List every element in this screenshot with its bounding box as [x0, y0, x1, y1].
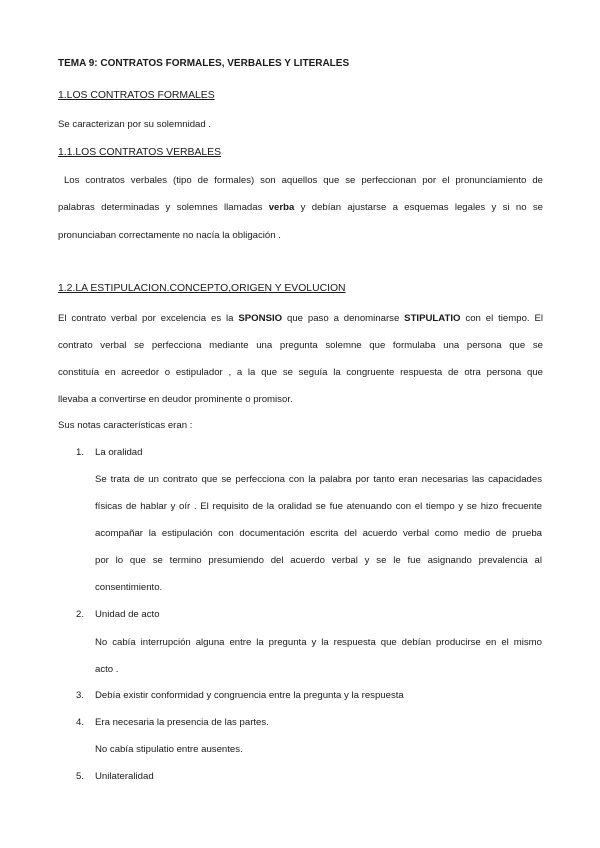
document-title: TEMA 9: CONTRATOS FORMALES, VERBALES Y LITERALES [58, 58, 350, 69]
list-item-text: Se trata de un contrato que se perfecciona con la palabra por tanto eran necesarias las capacidades [95, 474, 542, 485]
list-item-label: Unidad de acto [95, 609, 160, 620]
list-item-label: Unilateralidad [95, 771, 154, 782]
text: El contrato verbal por excelencia es la [58, 313, 239, 324]
paragraph-verbales-line-1 [58, 175, 543, 186]
list-item-number: 1. [76, 447, 85, 458]
list-item-text: físicas de hablar y oír . El requisito de la oralidad se fue atenuando con el tiempo y se hizo frecuente [95, 501, 542, 512]
paragraph-verbales-line-2 [58, 202, 543, 213]
list-item-number: 3. [76, 690, 85, 701]
paragraph-verbales-line-3: pronunciaban correctamente no nacía la obligación . [58, 230, 281, 241]
list-item-label: Era necesaria la presencia de las partes. [95, 717, 269, 728]
text: con el tiempo. El [460, 313, 543, 324]
section-heading-contratos-verbales: 1.1.LOS CONTRATOS VERBALES [58, 147, 222, 158]
section-heading-contratos-formales: 1.LOS CONTRATOS FORMALES [58, 90, 215, 101]
emphasis-sponsio: SPONSIO [238, 313, 283, 324]
paragraph-estipulacion-line-1 [58, 313, 543, 324]
paragraph-solemnidad: Se caracterizan por su solemnidad . [58, 119, 212, 130]
paragraph-estipulacion-line-4: llevaba a convertirse en deudor prominente o promisor. [58, 394, 293, 405]
paragraph-estipulacion-line-3: constituía en acreedor o estipulador , a la que se seguía la congruente respuesta de otra persona que [58, 367, 543, 378]
list-item-label: La oralidad [95, 447, 143, 458]
section-heading-estipulacion: 1.2.LA ESTIPULACION.CONCEPTO,ORIGEN Y EVOLUCION [58, 283, 346, 294]
paragraph-estipulacion-line-2: contrato verbal se perfecciona mediante una pregunta solemne que formulaba una persona que se [58, 340, 543, 351]
list-item-number: 2. [76, 609, 85, 620]
list-item-text: No cabía interrupción alguna entre la pregunta y la respuesta que debían producirse en el mismo [95, 637, 542, 648]
list-item-text: No cabía stipulatio entre ausentes. [95, 744, 243, 755]
list-item-text: acto . [95, 664, 119, 675]
list-item-text: acompañar la estipulación con documentación escrita del acuerdo verbal como medio de prueba [95, 528, 542, 539]
emphasis-stipulatio: STIPULATIO [404, 313, 461, 324]
list-item-label: Debía existir conformidad y congruencia entre la pregunta y la respuesta [95, 690, 404, 701]
notes-intro: Sus notas características eran : [58, 420, 193, 431]
list-item-number: 5. [76, 771, 85, 782]
text: que paso a denominarse [282, 313, 405, 324]
text: Los contratos verbales (tipo de formales) son aquellos que se perfeccionan por el pronunciamiento de [63, 175, 543, 186]
list-item-number: 4. [76, 717, 85, 728]
text: palabras determinadas y solemnes llamadas [58, 202, 269, 213]
emphasis-verba: verba [268, 202, 295, 213]
text: y debían ajustarse a esquemas legales y si no se [294, 202, 543, 213]
list-item-text: por lo que se termino presumiendo del acuerdo verbal y se le fue asignando prevalencia al [95, 555, 542, 566]
list-item-text: consentimiento. [95, 582, 163, 593]
